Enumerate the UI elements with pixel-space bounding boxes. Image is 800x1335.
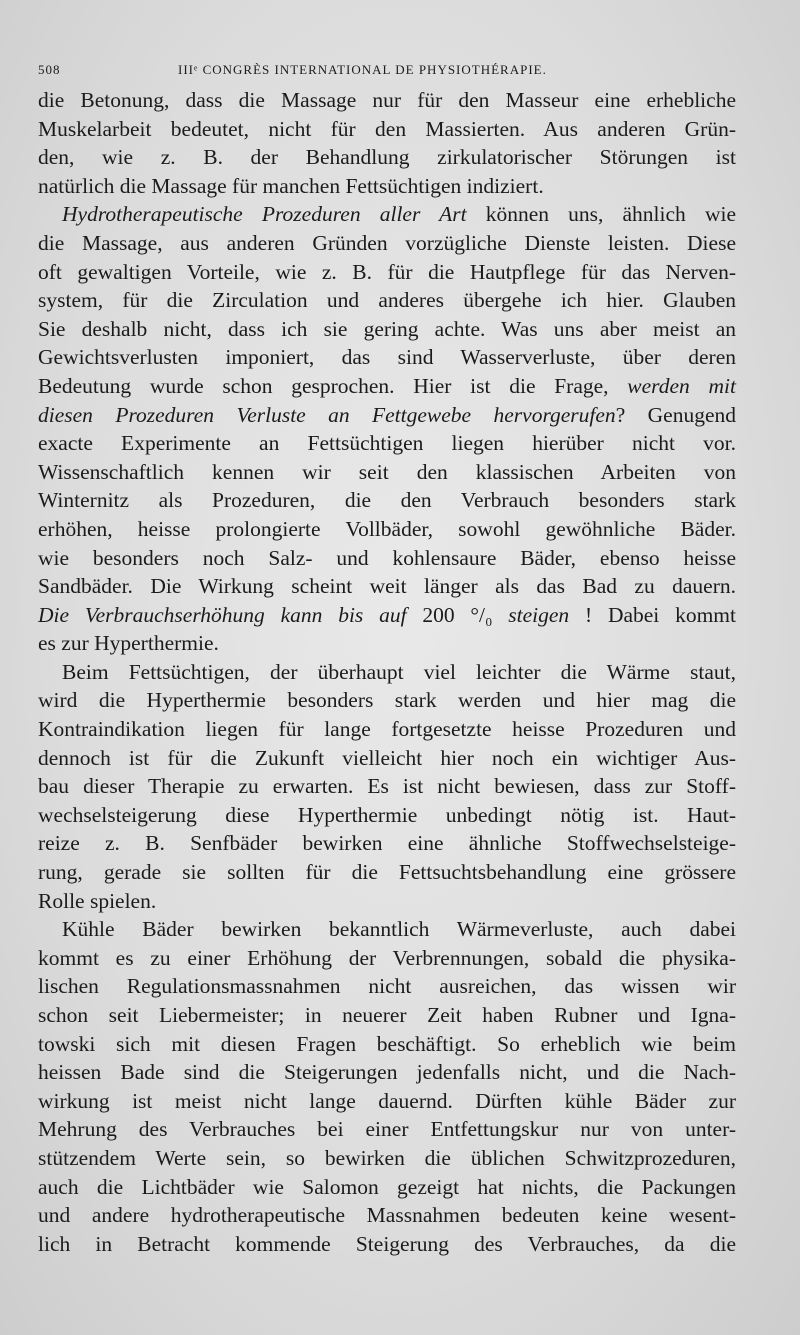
text-line bbox=[38, 1144, 736, 1173]
text-segment: dennoch ist für die Zukunft vielleicht hier noch ein wichtiger Aus- bbox=[38, 745, 736, 770]
body-text bbox=[38, 86, 736, 1258]
italic-text: Die Verbrauchserhöhung kann bis auf bbox=[38, 602, 407, 627]
text-line bbox=[38, 972, 736, 1001]
text-segment: Winternitz als Prozeduren, die den Verbrauch besonders stark bbox=[38, 488, 736, 513]
text-line bbox=[38, 944, 736, 973]
text-line bbox=[38, 401, 736, 430]
text-line bbox=[38, 544, 736, 573]
text-line bbox=[38, 486, 736, 515]
text-line bbox=[38, 1087, 736, 1116]
text-line bbox=[38, 286, 736, 315]
text-line bbox=[38, 887, 736, 916]
text-segment: Sie deshalb nicht, dass ich sie gering achte. Was uns aber meist an bbox=[38, 316, 736, 341]
text-segment: Kontraindikation liegen für lange fortgesetzte heisse Prozeduren und bbox=[38, 717, 736, 742]
italic-text: diesen Prozeduren Verluste an Fettgewebe hervorgerufen bbox=[38, 402, 616, 427]
text-line bbox=[38, 1058, 736, 1087]
text-line bbox=[38, 629, 736, 658]
text-line bbox=[38, 343, 736, 372]
text-line bbox=[38, 801, 736, 830]
text-line bbox=[38, 229, 736, 258]
text-line bbox=[38, 1030, 736, 1059]
text-line bbox=[38, 172, 736, 201]
text-segment: es zur Hyperthermie. bbox=[38, 631, 219, 656]
text-line bbox=[38, 915, 736, 944]
italic-text: Hydrotherapeutische Prozeduren aller Art bbox=[62, 202, 467, 227]
text-segment: wechselsteigerung diese Hyperthermie unbedingt nötig ist. Haut- bbox=[38, 802, 736, 827]
page-header bbox=[38, 62, 758, 84]
text-segment: stützendem Werte sein, so bewirken die üblichen Schwitzprozeduren, bbox=[38, 1145, 736, 1170]
text-segment: wie besonders noch Salz- und kohlensaure Bäder, ebenso heisse bbox=[38, 545, 736, 570]
text-line bbox=[38, 143, 736, 172]
text-segment: Rolle spielen. bbox=[38, 888, 157, 913]
text-segment: wirkung ist meist nicht lange dauernd. Dürften kühle Bäder zur bbox=[38, 1088, 736, 1113]
text-line bbox=[38, 115, 736, 144]
text-line bbox=[38, 858, 736, 887]
text-line bbox=[38, 372, 736, 401]
text-line bbox=[38, 744, 736, 773]
text-segment: auch die Lichtbäder wie Salomon gezeigt hat nichts, die Packungen bbox=[38, 1174, 736, 1199]
text-line bbox=[38, 1001, 736, 1030]
text-line bbox=[38, 258, 736, 287]
text-segment: heissen Bade sind die Steigerungen jedenfalls nicht, und die Nach- bbox=[38, 1060, 736, 1085]
text-segment: Muskelarbeit bedeutet, nicht für den Massierten. Aus anderen Grün- bbox=[38, 116, 736, 141]
text-segment: system, für die Zirculation und anderes übergehe ich hier. Glauben bbox=[38, 288, 736, 313]
text-segment: kommt es zu einer Erhöhung der Verbrennungen, sobald die physika- bbox=[38, 945, 736, 970]
text-segment: ? Genugend bbox=[615, 402, 736, 427]
text-segment: den, wie z. B. der Behandlung zirkulatorischer Störungen ist bbox=[38, 145, 736, 170]
text-segment: ! Dabei kommt bbox=[569, 602, 736, 627]
text-segment: natürlich die Massage für manchen Fettsüchtigen indiziert. bbox=[38, 173, 544, 198]
text-line bbox=[38, 715, 736, 744]
running-title: IIIᵉ CONGRÈS INTERNATIONAL DE PHYSIOTHÉRAPIE. bbox=[178, 62, 547, 77]
text-segment: die Betonung, dass die Massage nur für den Masseur eine erhebliche bbox=[38, 88, 736, 112]
text-line bbox=[38, 315, 736, 344]
text-segment: Gewichtsverlusten imponiert, das sind Wasserverluste, über deren bbox=[38, 345, 736, 370]
text-line bbox=[38, 86, 736, 115]
text-segment: schon seit Liebermeister; in neuerer Zeit haben Rubner und Igna- bbox=[38, 1003, 736, 1027]
text-segment: Sandbäder. Die Wirkung scheint weit länger als das Bad zu dauern. bbox=[38, 574, 736, 599]
text-line bbox=[38, 1230, 736, 1259]
text-segment: Wissenschaftlich kennen wir seit den klassischen Arbeiten von bbox=[38, 459, 736, 484]
text-line bbox=[38, 458, 736, 487]
text-line bbox=[38, 429, 736, 458]
text-segment: rung, gerade sie sollten für die Fettsuchtsbehandlung eine grössere bbox=[38, 860, 736, 885]
italic-text: werden mit bbox=[627, 373, 736, 398]
text-segment: können uns, ähnlich wie bbox=[466, 202, 736, 227]
text-segment: die Massage, aus anderen Gründen vorzügliche Dienste leisten. Diese bbox=[38, 230, 736, 255]
text-line bbox=[38, 601, 736, 630]
text-line bbox=[38, 658, 736, 687]
text-line bbox=[38, 829, 736, 858]
text-segment: lich in Betracht kommende Steigerung des Verbrauches, da die bbox=[38, 1231, 736, 1256]
text-segment: bau dieser Therapie zu erwarten. Es ist nicht bewiesen, dass zur Stoff- bbox=[38, 774, 736, 799]
text-segment: towski sich mit diesen Fragen beschäftigt. So erheblich wie beim bbox=[38, 1031, 736, 1056]
text-line bbox=[38, 515, 736, 544]
text-segment: erhöhen, heisse prolongierte Vollbäder, sowohl gewöhnliche Bäder. bbox=[38, 516, 736, 541]
italic-text: steigen bbox=[508, 602, 570, 627]
text-line bbox=[38, 1201, 736, 1230]
text-line bbox=[38, 572, 736, 601]
text-segment: und andere hydrotherapeutische Massnahmen bedeuten keine wesent- bbox=[38, 1203, 736, 1228]
text-line bbox=[38, 772, 736, 801]
text-segment: Mehrung des Verbrauches bei einer Entfettungskur nur von unter- bbox=[38, 1117, 736, 1142]
text-segment: 200 °/₀ bbox=[406, 602, 509, 627]
text-segment: exacte Experimente an Fettsüchtigen liegen hierüber nicht vor. bbox=[38, 431, 736, 456]
text-line bbox=[38, 686, 736, 715]
text-segment: Bedeutung wurde schon gesprochen. Hier ist die Frage, bbox=[38, 373, 628, 398]
text-line bbox=[38, 1173, 736, 1202]
text-segment: oft gewaltigen Vorteile, wie z. B. für die Hautpflege für das Nerven- bbox=[38, 259, 736, 284]
text-line bbox=[38, 200, 736, 229]
text-segment: reize z. B. Senfbäder bewirken eine ähnliche Stoffwechselsteige- bbox=[38, 831, 736, 856]
text-segment: wird die Hyperthermie besonders stark werden und hier mag die bbox=[38, 688, 736, 713]
page-number: 508 bbox=[38, 62, 61, 77]
text-segment: lischen Regulationsmassnahmen nicht ausreichen, das wissen wir bbox=[38, 974, 736, 999]
text-line bbox=[38, 1115, 736, 1144]
text-segment: Beim Fettsüchtigen, der überhaupt viel leichter die Wärme staut, bbox=[62, 659, 736, 684]
text-segment: Kühle Bäder bewirken bekanntlich Wärmeverluste, auch dabei bbox=[62, 917, 736, 942]
